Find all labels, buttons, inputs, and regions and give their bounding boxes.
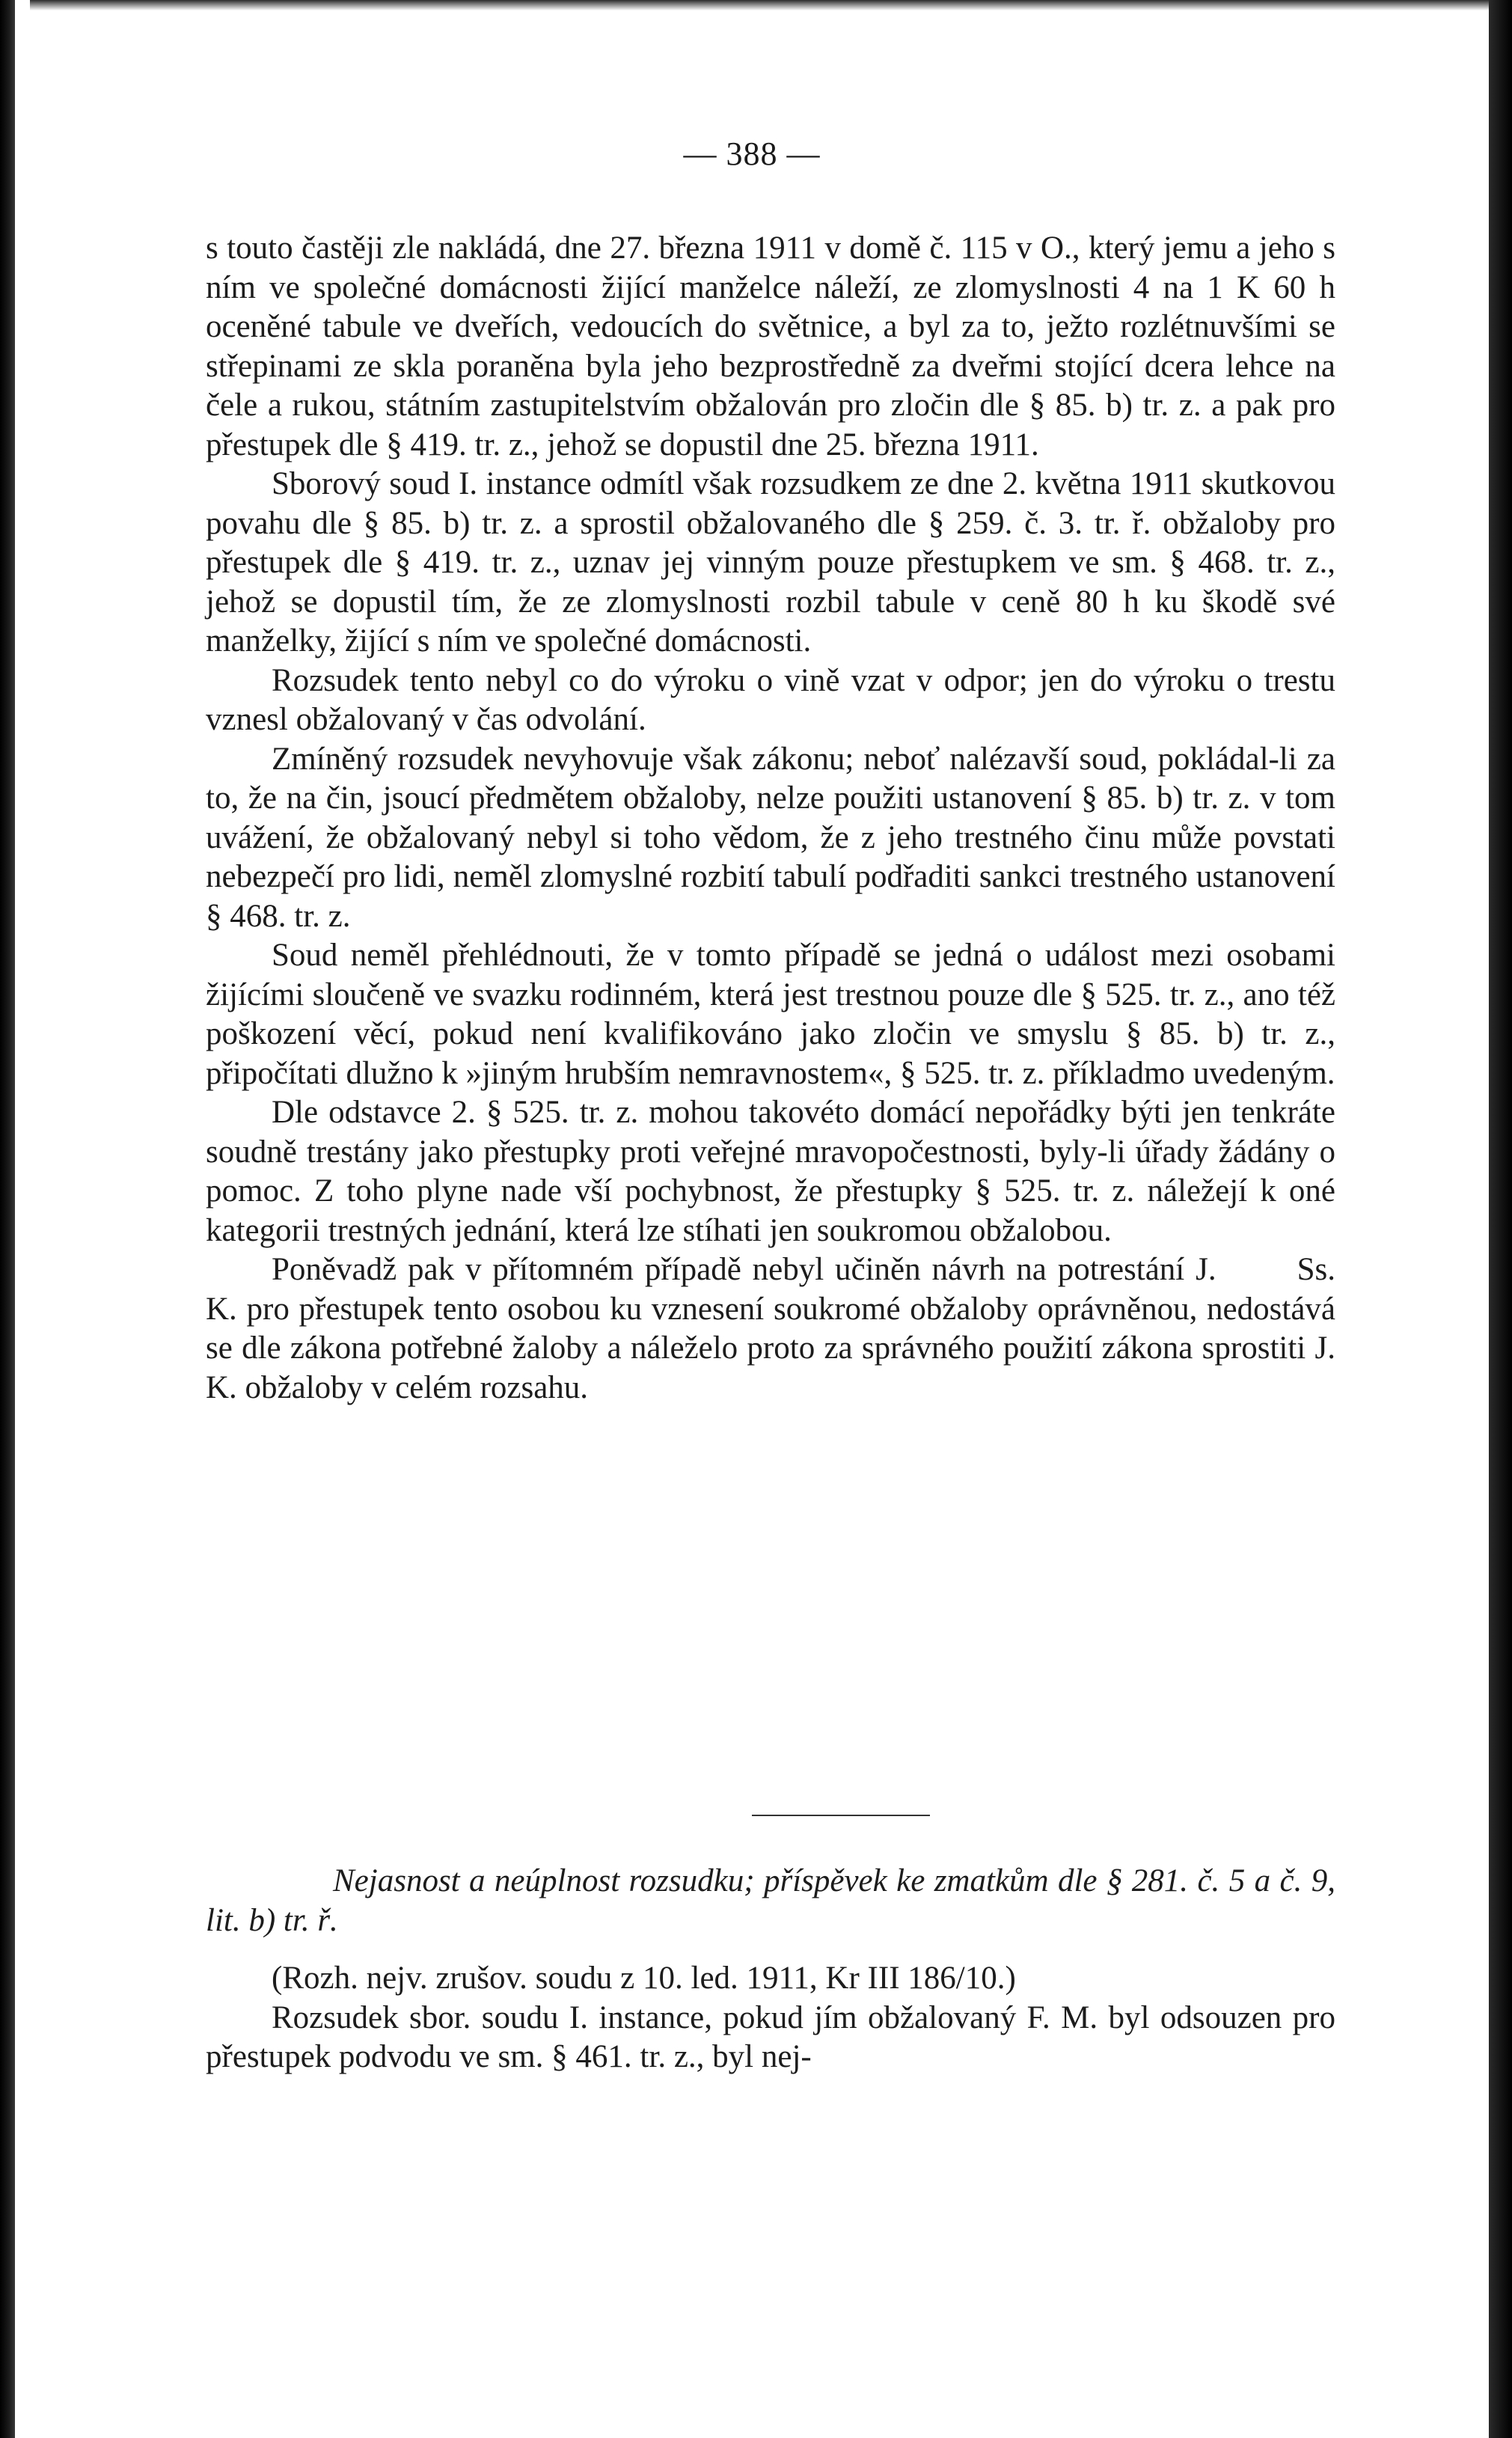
citation: (Rozh. nejv. zrušov. soudu z 10. led. 1911, Kr III 186/10.) [272, 1961, 1016, 1996]
scan-edge-top [30, 0, 1489, 10]
next-article [206, 1959, 1335, 2077]
paragraph-4: Zmíněný rozsudek nevyhovuje však zákonu; neboť nalézavší soud, pokládal-li za to, že na čin, jsoucí předmětem obžaloby, nelze použiti ustanovení § 85. b) tr. z. v tom uvážení, že obžalovaný nebyl si toho vědom, že z jeho trestného činu může povstati nebezpečí pro lidi, neměl zlomyslné rozbití tabulí podřaditi sankci trestného ustanovení § 468. tr. z. [206, 741, 1335, 934]
book-page [15, 0, 1489, 2438]
paragraph-5: Soud neměl přehlédnouti, že v tomto případě se jedná o událost mezi osobami žijícími sloučeně ve svazku rodinném, která jest trestnou pouze dle § 525. tr. z., ano též poškození věcí, pokud není kvalifikováno jako zločin ve smyslu § 85. b) tr. z., připočítati dlužno k »jiným hrubším nemravnostem«, § 525. tr. z. příkladmo uvedeným. [206, 938, 1335, 1091]
paragraph-3: Rozsudek tento nebyl co do výroku o vině vzat v odpor; jen do výroku o trestu vznesl obžalovaný v čas odvolání. [206, 662, 1335, 737]
paragraph-7 [206, 1250, 1335, 1408]
section-divider [752, 1815, 930, 1816]
signature: Ss. [1297, 1252, 1335, 1287]
scan-edge-left [0, 0, 15, 2438]
page-number: — 388 — [683, 135, 821, 172]
section-heading: Nejasnost a neúplnost rozsudku; příspěvek ke zmatkům dle § 281. č. 5 a č. 9, lit. b) tr. ř. [206, 1863, 1335, 1938]
scan-edge-right [1489, 0, 1512, 2438]
paragraph-7-text: Poněvadž pak v přítomném případě nebyl učiněn návrh na potrestání J. K. pro přestupek tento osobou ku vznesení soukromé obžaloby oprávněnou, nedostává se dle zákona potřebné žaloby a náleželo proto za správného použití zákona sprostiti J. K. obžaloby v celém rozsahu. [206, 1252, 1335, 1405]
paragraph-1: s touto častěji zle nakládá, dne 27. března 1911 v domě č. 115 v O., který jemu a jeho s ním ve společné domácnosti žijící manželce náleží, ze zlomyslnosti 4 na 1 K 60 h oceněné tabule ve dveřích, vedoucích do světnice, a byl za to, ježto rozlétnuvšími se střepinami ze skla poraněna byla jeho bezprostředně za dveřmi stojící dcera lehce na čele a rukou, státním zastupitelstvím obžalován pro zločin dle § 85. b) tr. z. a pak pro přestupek dle § 419. tr. z., jehož se dopustil dne 25. března 1911. [206, 230, 1335, 462]
paragraph-2: Sborový soud I. instance odmítl však rozsudkem ze dne 2. května 1911 skutkovou povahu dle § 85. b) tr. z. a sprostil obžalovaného dle § 259. č. 3. tr. ř. obžaloby pro přestupek dle § 419. tr. z., uznav jej vinným pouze přestupkem ve sm. § 468. tr. z., jehož se dopustil tím, že ze zlomyslnosti rozbil tabule v ceně 80 h ku škodě své manželky, žijící s ním ve společné domácnosti. [206, 466, 1335, 659]
paragraph-8: Rozsudek sbor. soudu I. instance, pokud jím obžalovaný F. M. byl odsouzen pro přestupek podvodu ve sm. § 461. tr. z., byl nej- [206, 1999, 1335, 2074]
paragraph-6: Dle odstavce 2. § 525. tr. z. mohou takovéto domácí nepořádky býti jen tenkráte soudně trestány jako přestupky proti veřejné mravopočestnosti, byly-li úřady žádány o pomoc. Z toho plyne nade vší pochybnost, že přestupky § 525. tr. z. náležejí k oné kategorii trestných jednání, která lze stíhati jen soukromou obžalobou. [206, 1095, 1335, 1248]
article-body [206, 229, 1335, 1408]
